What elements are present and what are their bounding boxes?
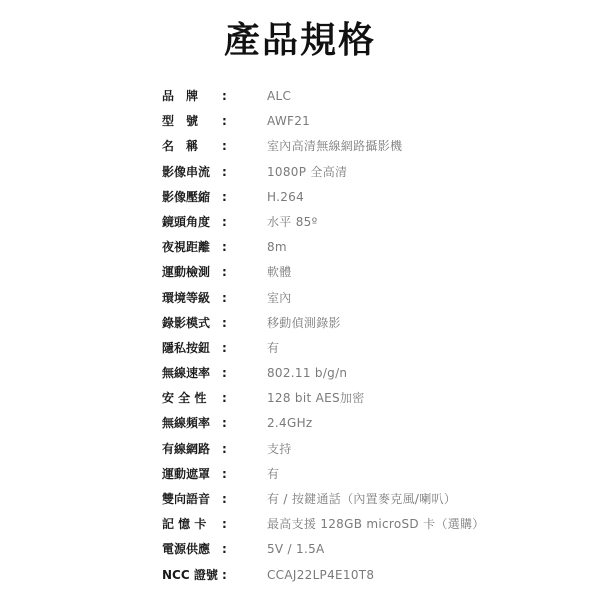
spec-row-environment xyxy=(0,286,600,311)
spec-value: 支持 xyxy=(267,441,292,456)
spec-value: 有 xyxy=(267,466,280,481)
spec-row-record-mode xyxy=(0,311,600,336)
spec-label: 影像壓縮 xyxy=(162,189,211,204)
spec-colon: : xyxy=(222,416,227,431)
spec-row-two-way-audio xyxy=(0,487,600,512)
spec-label: 運動遮罩 xyxy=(162,466,211,481)
spec-label: 記 憶 卡 xyxy=(162,517,207,532)
spec-label: 雙向語音 xyxy=(162,492,211,506)
spec-colon: : xyxy=(222,214,227,229)
spec-colon: : xyxy=(222,391,227,406)
spec-colon: : xyxy=(222,164,227,179)
spec-row-ncc-number xyxy=(0,563,600,588)
spec-row-security xyxy=(0,386,600,411)
spec-value: 室內高清無線網路攝影機 xyxy=(267,139,403,154)
spec-label: 隱私按鈕 xyxy=(162,340,211,355)
spec-value: 128 bit AES加密 xyxy=(267,391,365,406)
spec-value: ALC xyxy=(267,89,292,103)
spec-colon: : xyxy=(222,114,227,129)
spec-label: 電源供應 xyxy=(162,542,211,557)
spec-colon: : xyxy=(222,315,227,330)
spec-row-night-vision xyxy=(0,235,600,260)
spec-colon: : xyxy=(222,89,227,103)
page-title: 產品規格 xyxy=(223,20,376,61)
spec-row-video-stream xyxy=(0,160,600,185)
spec-label: 型 號 xyxy=(162,114,199,129)
spec-value: 最高支援 128GB microSD 卡（選購） xyxy=(267,517,485,532)
spec-value: 2.4GHz xyxy=(267,416,313,431)
spec-row-motion-mask xyxy=(0,462,600,487)
spec-row-power-supply xyxy=(0,537,600,562)
spec-label: 錄影模式 xyxy=(162,315,211,330)
spec-value: 802.11 b/g/n xyxy=(267,366,348,381)
spec-value: 5V / 1.5A xyxy=(267,542,325,557)
spec-value: 水平 85º xyxy=(267,214,318,229)
spec-row-memory-card xyxy=(0,512,600,537)
spec-value: 8m xyxy=(267,240,287,255)
spec-label: 無線速率 xyxy=(162,366,211,381)
spec-label: 影像串流 xyxy=(162,164,211,179)
spec-row-lens-angle xyxy=(0,210,600,235)
spec-value: 室內 xyxy=(267,290,292,305)
spec-row-motion-detection xyxy=(0,260,600,285)
spec-label: 名 稱 xyxy=(162,139,199,154)
spec-row-brand xyxy=(0,84,600,109)
spec-label: 無線頻率 xyxy=(162,416,211,431)
spec-value: CCAJ22LP4E10T8 xyxy=(267,567,375,582)
spec-label: 環境等級 xyxy=(162,290,211,305)
spec-row-wireless-rate xyxy=(0,361,600,386)
spec-value: 有 xyxy=(267,340,280,355)
spec-value: AWF21 xyxy=(267,114,311,129)
spec-value: 有 / 按鍵通話（內置麥克風/喇叭） xyxy=(267,492,457,506)
spec-colon: : xyxy=(222,139,227,154)
spec-label: 有線網路 xyxy=(162,441,211,456)
spec-colon: : xyxy=(222,567,227,582)
spec-colon: : xyxy=(222,366,227,381)
spec-label: 品 牌 xyxy=(162,89,199,103)
spec-label: 運動檢測 xyxy=(162,265,211,280)
spec-label: 鏡頭角度 xyxy=(162,214,211,229)
spec-label: NCC 證號 xyxy=(162,567,218,582)
spec-colon: : xyxy=(222,290,227,305)
spec-colon: : xyxy=(222,340,227,355)
spec-colon: : xyxy=(222,441,227,456)
spec-colon: : xyxy=(222,240,227,255)
spec-colon: : xyxy=(222,517,227,532)
spec-value: 軟體 xyxy=(267,265,292,280)
spec-colon: : xyxy=(222,466,227,481)
spec-colon: : xyxy=(222,492,227,506)
spec-label: 安 全 性 xyxy=(162,391,207,406)
spec-value: 1080P 全高清 xyxy=(267,164,348,179)
spec-label: 夜視距離 xyxy=(162,240,211,255)
spec-row-model xyxy=(0,109,600,134)
spec-row-name xyxy=(0,134,600,159)
spec-value: H.264 xyxy=(267,189,305,204)
spec-colon: : xyxy=(222,189,227,204)
spec-value: 移動偵測錄影 xyxy=(267,315,341,330)
spec-row-wired-network xyxy=(0,437,600,462)
spec-row-compression xyxy=(0,185,600,210)
spec-colon: : xyxy=(222,265,227,280)
spec-row-wireless-frequency xyxy=(0,411,600,436)
spec-list xyxy=(0,84,600,588)
spec-row-privacy-button xyxy=(0,336,600,361)
spec-colon: : xyxy=(222,542,227,557)
